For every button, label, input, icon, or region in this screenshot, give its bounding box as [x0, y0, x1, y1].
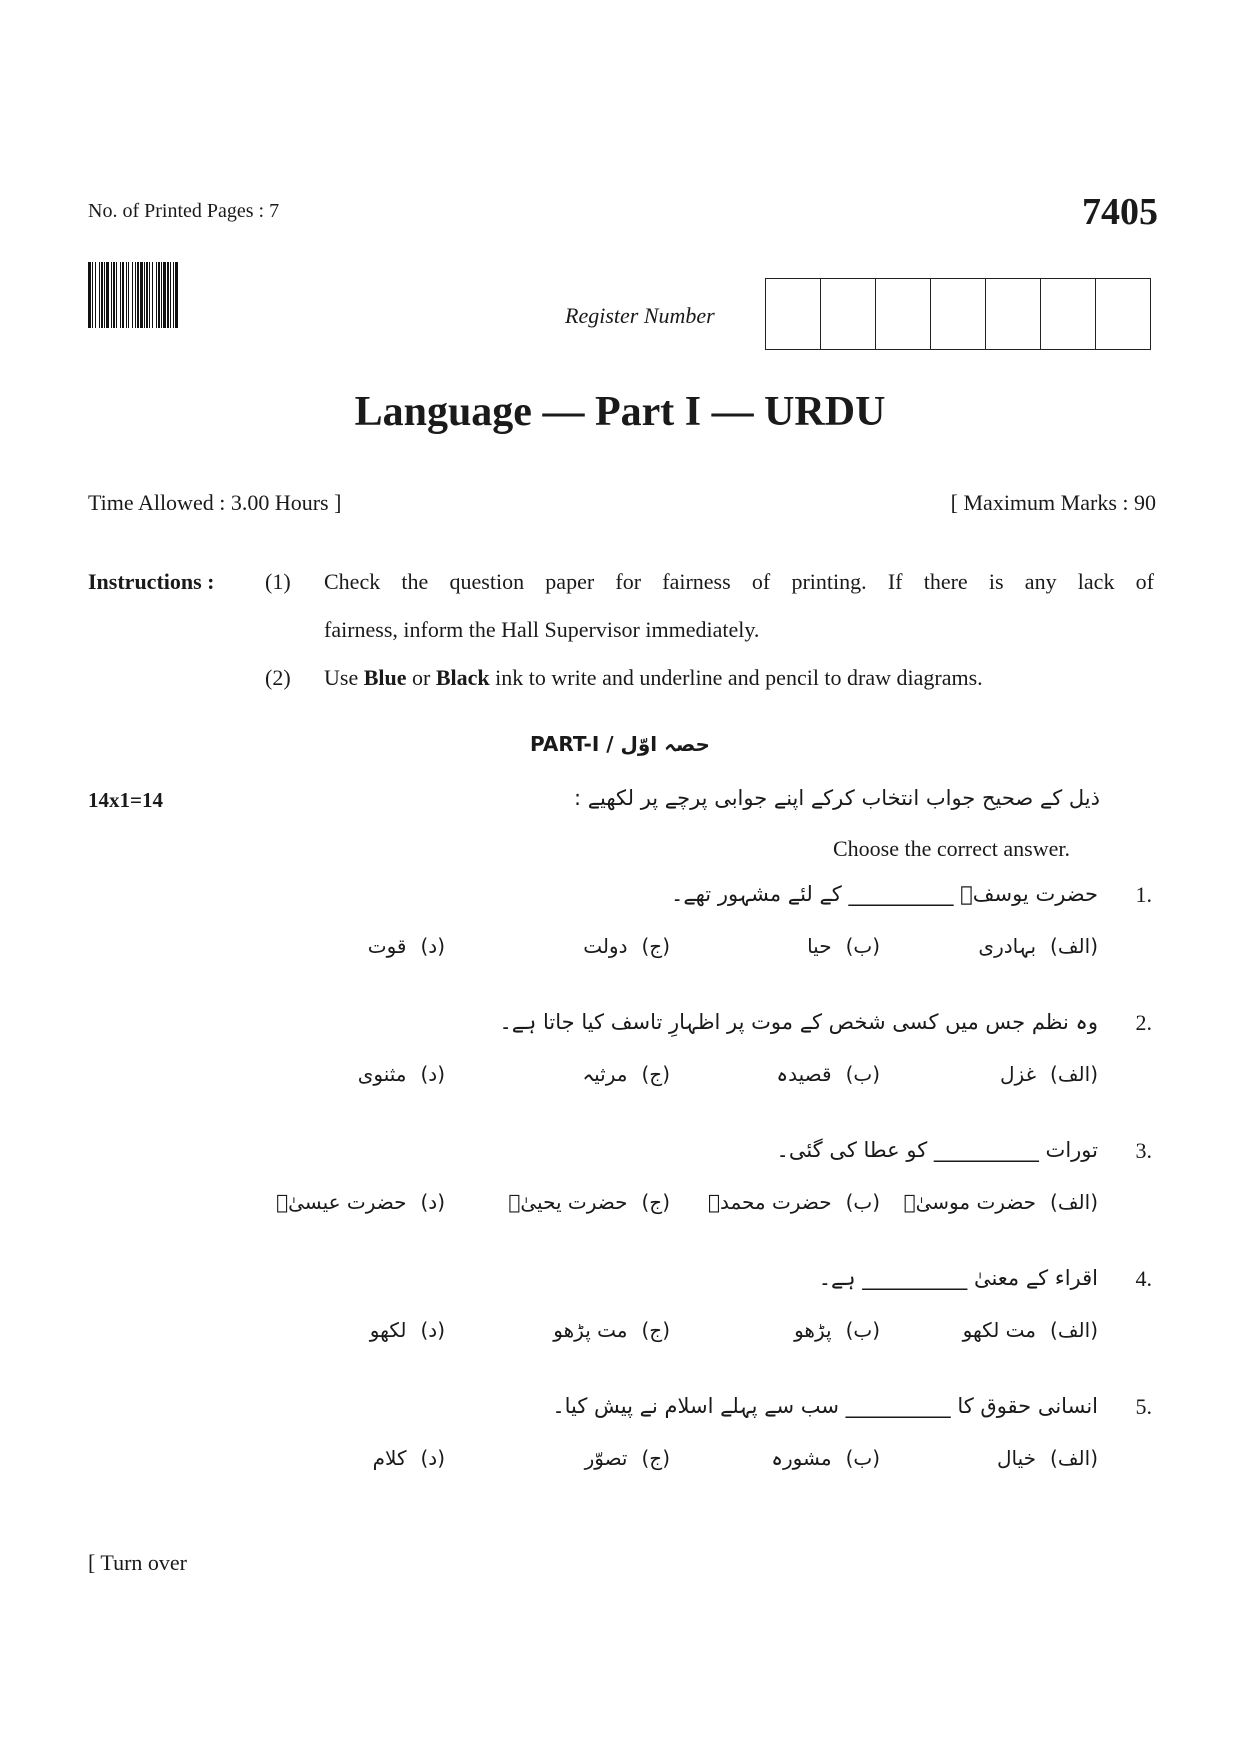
answer-option[interactable] [997, 1446, 1098, 1470]
option-text: حضرت موسیٰؑ [903, 1190, 1037, 1214]
question-number: 3. [1135, 1138, 1152, 1163]
register-number-cell[interactable] [930, 279, 985, 349]
barcode [88, 262, 179, 328]
option-label: (د) [420, 1190, 445, 1214]
question-number: 4. [1135, 1266, 1152, 1291]
option-label: (ب) [845, 1446, 880, 1470]
option-text: مرثیہ [582, 1062, 628, 1086]
instruction-1-line-1: Check the question paper for fairness of printing. If there is any lack of [324, 569, 1154, 594]
register-number-cell[interactable] [766, 279, 820, 349]
option-text: بہادری [978, 934, 1037, 958]
answer-option[interactable] [807, 934, 880, 958]
option-label: (الف) [1050, 1190, 1098, 1214]
page-title: Language — Part I — URDU [354, 389, 886, 435]
option-text: قوت [367, 934, 407, 958]
register-number-cell[interactable] [1095, 279, 1150, 349]
register-number-cell[interactable] [985, 279, 1040, 349]
instruction-2-number: (2) [265, 665, 291, 690]
option-text: پڑھو [794, 1318, 832, 1342]
answer-option[interactable] [794, 1318, 880, 1342]
option-label: (ب) [845, 934, 880, 958]
option-text: حضرت یحییٰؑ [508, 1190, 628, 1214]
instructions-label: Instructions : [88, 569, 215, 594]
register-number-cell[interactable] [1040, 279, 1095, 349]
option-label: (ب) [845, 1318, 880, 1342]
question-text: تورات __________ کو عطا کی گئی۔ [776, 1138, 1098, 1162]
question-text: اقراء کے معنیٰ __________ ہے۔ [818, 1266, 1098, 1290]
answer-option[interactable] [776, 1062, 880, 1086]
answer-option[interactable] [771, 1446, 880, 1470]
option-label: (ج) [641, 934, 670, 958]
answer-option[interactable] [358, 1062, 445, 1086]
answer-option[interactable] [904, 1190, 1098, 1214]
option-label: (الف) [1050, 1318, 1098, 1342]
english-direction: Choose the correct answer. [832, 836, 1070, 861]
option-label: (الف) [1050, 1062, 1098, 1086]
question-text: انسانی حقوق کا __________ سب سے پہلے اسلام نے پیش کیا۔ [552, 1394, 1098, 1418]
option-label: (ج) [641, 1318, 670, 1342]
option-text: غزل [1000, 1062, 1037, 1086]
register-number-label: Register Number [565, 303, 715, 328]
answer-option[interactable] [585, 1446, 670, 1470]
question-text: وہ نظم جس میں کسی شخص کے موت پر اظہارِ تاسف کیا جاتا ہے۔ [499, 1010, 1098, 1034]
option-label: (الف) [1050, 934, 1098, 958]
answer-option[interactable] [508, 1190, 670, 1214]
turn-over-note: [ Turn over [88, 1550, 188, 1575]
option-text: دولت [583, 934, 628, 958]
option-text: مشورہ [771, 1446, 832, 1470]
time-allowed: Time Allowed : 3.00 Hours ] [88, 490, 342, 515]
register-number-cell[interactable] [820, 279, 875, 349]
part-heading: PART-I / حصہ اوّل [530, 732, 710, 756]
option-label: (ج) [641, 1190, 670, 1214]
option-label: (ب) [845, 1190, 880, 1214]
option-label: (ج) [641, 1062, 670, 1086]
option-text: حضرت عیسیٰؑ [276, 1190, 407, 1214]
instruction-1-line-2: fairness, inform the Hall Supervisor immediately. [324, 617, 760, 642]
paper-code: 7405 [1082, 191, 1158, 233]
answer-option[interactable] [582, 1062, 670, 1086]
option-label: (د) [420, 1318, 445, 1342]
option-text: لکھو [369, 1318, 407, 1342]
option-text: خیال [997, 1446, 1037, 1470]
option-text: حیا [807, 934, 832, 958]
answer-option[interactable] [1000, 1062, 1098, 1086]
answer-option[interactable] [553, 1318, 670, 1342]
question-number: 1. [1135, 882, 1152, 907]
answer-option[interactable] [276, 1190, 445, 1214]
option-label: (ب) [845, 1062, 880, 1086]
option-text: حضرت محمدؐ [707, 1190, 832, 1214]
answer-option[interactable] [368, 934, 445, 958]
question-number: 2. [1135, 1010, 1152, 1035]
option-text: مت پڑھو [553, 1318, 628, 1342]
register-number-boxes[interactable] [765, 278, 1151, 350]
part-marks: 14x1=14 [88, 788, 163, 812]
option-text: تصوّر [584, 1446, 628, 1470]
urdu-direction: ذیل کے صحیح جواب انتخاب کرکے اپنے جوابی پرچے پر لکھیے : [573, 786, 1100, 810]
option-label: (ج) [641, 1446, 670, 1470]
option-text: مثنوی [357, 1062, 407, 1086]
maximum-marks: [ Maximum Marks : 90 [950, 490, 1156, 515]
option-label: (د) [420, 934, 445, 958]
question-text: حضرت یوسفؑ __________ کے لئے مشہور تھے۔ [671, 882, 1098, 906]
answer-option[interactable] [373, 1446, 445, 1470]
answer-option[interactable] [978, 934, 1098, 958]
option-text: کلام [372, 1446, 407, 1470]
answer-option[interactable] [708, 1190, 880, 1214]
answer-option[interactable] [963, 1318, 1098, 1342]
option-text: قصیدہ [776, 1062, 832, 1086]
register-number-cell[interactable] [875, 279, 930, 349]
barcode-bar [178, 262, 179, 328]
option-label: (د) [420, 1446, 445, 1470]
answer-option[interactable] [370, 1318, 445, 1342]
answer-option[interactable] [583, 934, 670, 958]
instruction-2-text: Use Blue or Black ink to write and underline and pencil to draw diagrams. [324, 665, 983, 690]
question-number: 5. [1135, 1394, 1152, 1419]
option-label: (د) [420, 1062, 445, 1086]
instruction-1-number: (1) [265, 569, 291, 594]
option-text: مت لکھو [962, 1318, 1037, 1342]
printed-pages-count: No. of Printed Pages : 7 [88, 200, 280, 222]
option-label: (الف) [1050, 1446, 1098, 1470]
